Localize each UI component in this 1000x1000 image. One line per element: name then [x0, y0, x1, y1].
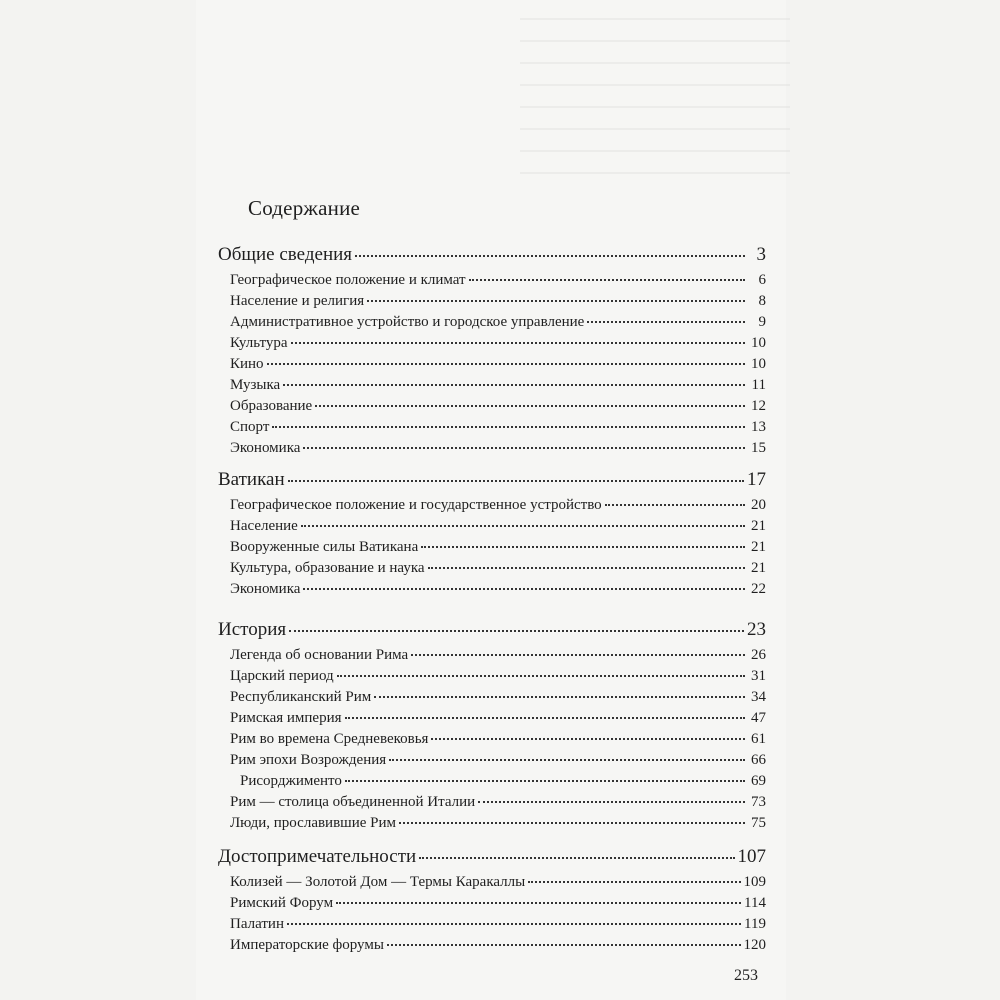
heading-text: История: [218, 619, 287, 640]
toc-entry[interactable]: [218, 872, 766, 893]
page-number: 21: [751, 539, 766, 555]
leader-dots: [303, 588, 745, 590]
toc-entry[interactable]: [218, 516, 766, 537]
leader-dots: [605, 504, 745, 506]
toc-entry[interactable]: [218, 396, 766, 417]
page-number: 10: [751, 335, 766, 351]
page-number: 17: [747, 469, 766, 490]
leader-dots: [399, 822, 745, 824]
page-number: 21: [751, 518, 766, 534]
toc-section: [218, 616, 766, 834]
page-number: 13: [751, 419, 766, 435]
leader-dots: [528, 881, 740, 883]
leader-dots: [587, 321, 745, 323]
page-number: 69: [751, 773, 766, 789]
page-number: 31: [751, 668, 766, 684]
toc-section-heading[interactable]: [218, 616, 766, 643]
toc-entry[interactable]: [218, 708, 766, 729]
entry-text: Римская империя: [230, 710, 342, 726]
leader-dots: [337, 675, 745, 677]
leader-dots: [387, 944, 741, 946]
leader-dots: [419, 857, 734, 859]
entry-text: Палатин: [230, 916, 284, 932]
page-folio: 253: [734, 967, 758, 984]
leader-dots: [431, 738, 745, 740]
page-number: 21: [751, 560, 766, 576]
toc-entry[interactable]: [218, 537, 766, 558]
toc-entry[interactable]: [218, 312, 766, 333]
page-number: 12: [751, 398, 766, 414]
entry-text: Культура: [230, 335, 288, 351]
entry-text: Экономика: [230, 581, 301, 597]
entry-text: Географическое положение и государственное устройство: [230, 497, 602, 513]
leader-dots: [367, 300, 745, 302]
toc-entry[interactable]: [218, 687, 766, 708]
entry-text: Кино: [230, 356, 264, 372]
page-number: 61: [751, 731, 766, 747]
toc-entry[interactable]: [218, 914, 766, 935]
page-number: 15: [751, 440, 766, 456]
page-number: 73: [751, 794, 766, 810]
entry-text: Спорт: [230, 419, 270, 435]
toc-section: [218, 843, 766, 956]
page-number: 120: [743, 937, 766, 953]
entry-text: Республиканский Рим: [230, 689, 372, 705]
toc-entry[interactable]: [218, 333, 766, 354]
page-number: 47: [751, 710, 766, 726]
leader-dots: [283, 384, 745, 386]
page-number: 119: [744, 916, 766, 932]
page-number: 3: [756, 244, 766, 265]
page-number: 26: [751, 647, 766, 663]
leader-dots: [315, 405, 745, 407]
leader-dots: [478, 801, 745, 803]
entry-text: Легенда об основании Рима: [230, 647, 409, 663]
page-number: 10: [751, 356, 766, 372]
entry-text: Люди, прославившие Рим: [230, 815, 397, 831]
entry-text: Административное устройство и городское управление: [230, 314, 585, 330]
page-number: 114: [744, 895, 766, 911]
toc-entry[interactable]: [218, 792, 766, 813]
entry-text: Императорские форумы: [230, 937, 384, 953]
page-number: 34: [751, 689, 766, 705]
page-number: 107: [737, 846, 766, 867]
leader-dots: [289, 630, 744, 632]
leader-dots: [267, 363, 745, 365]
entry-text: Культура, образование и наука: [230, 560, 425, 576]
toc-entry[interactable]: [218, 558, 766, 579]
leader-dots: [288, 480, 744, 482]
page-number: 8: [758, 293, 766, 309]
toc-entry[interactable]: [218, 438, 766, 459]
page-number: 9: [758, 314, 766, 330]
entry-text: Географическое положение и климат: [230, 272, 466, 288]
page-number: 22: [751, 581, 766, 597]
toc-entry[interactable]: [218, 645, 766, 666]
toc-entry[interactable]: [218, 666, 766, 687]
page-number: 20: [751, 497, 766, 513]
leader-dots: [355, 255, 745, 257]
toc-entry[interactable]: [218, 935, 766, 956]
page-number: 66: [751, 752, 766, 768]
leader-dots: [301, 525, 745, 527]
toc-entry[interactable]: [218, 771, 766, 792]
leader-dots: [389, 759, 745, 761]
page-number: 109: [743, 874, 766, 890]
leader-dots: [428, 567, 745, 569]
toc-section: [218, 466, 766, 600]
leader-dots: [345, 717, 745, 719]
heading-text: Достопримечательности: [218, 846, 417, 867]
toc-entry[interactable]: [218, 813, 766, 834]
toc-entry[interactable]: [218, 375, 766, 396]
entry-text: Население и религия: [230, 293, 365, 309]
entry-text: Вооруженные силы Ватикана: [230, 539, 419, 555]
entry-text: Царский период: [230, 668, 334, 684]
entry-text: Рим — столица объединенной Италии: [230, 794, 476, 810]
leader-dots: [374, 696, 745, 698]
leader-dots: [469, 279, 745, 281]
toc-entry[interactable]: [218, 291, 766, 312]
leader-dots: [272, 426, 745, 428]
leader-dots: [421, 546, 745, 548]
bleed-through-text: [520, 18, 790, 178]
leader-dots: [291, 342, 746, 344]
entry-text: Население: [230, 518, 298, 534]
toc-entry[interactable]: [218, 495, 766, 516]
leader-dots: [287, 923, 741, 925]
entry-text: Рисорджименто: [240, 773, 342, 789]
entry-text: Экономика: [230, 440, 301, 456]
toc-section-heading[interactable]: [218, 241, 766, 268]
entry-text: Римский Форум: [230, 895, 334, 911]
toc-entry[interactable]: [218, 579, 766, 600]
heading-text: Общие сведения: [218, 244, 353, 265]
leader-dots: [336, 902, 741, 904]
page-number: 23: [747, 619, 766, 640]
toc-entry[interactable]: [218, 750, 766, 771]
entry-text: Образование: [230, 398, 313, 414]
toc-section-heading[interactable]: [218, 843, 766, 870]
entry-text: Рим эпохи Возрождения: [230, 752, 387, 768]
page-number: 75: [751, 815, 766, 831]
leader-dots: [411, 654, 745, 656]
page-number: 11: [751, 377, 766, 393]
entry-text: Музыка: [230, 377, 281, 393]
toc-section-heading[interactable]: [218, 466, 766, 493]
toc-entry[interactable]: [218, 729, 766, 750]
heading-text: Ватикан: [218, 469, 285, 490]
page-number: 6: [758, 272, 766, 288]
toc-entry[interactable]: [218, 417, 766, 438]
toc-entry[interactable]: [218, 893, 766, 914]
entry-text: Рим во времена Средневековья: [230, 731, 429, 747]
leader-dots: [345, 780, 745, 782]
toc-entry[interactable]: [218, 270, 766, 291]
entry-text: Колизей — Золотой Дом — Термы Каракаллы: [230, 874, 526, 890]
leader-dots: [303, 447, 745, 449]
toc-section: [218, 241, 766, 459]
toc-title: Содержание: [248, 196, 361, 220]
toc-entry[interactable]: [218, 354, 766, 375]
